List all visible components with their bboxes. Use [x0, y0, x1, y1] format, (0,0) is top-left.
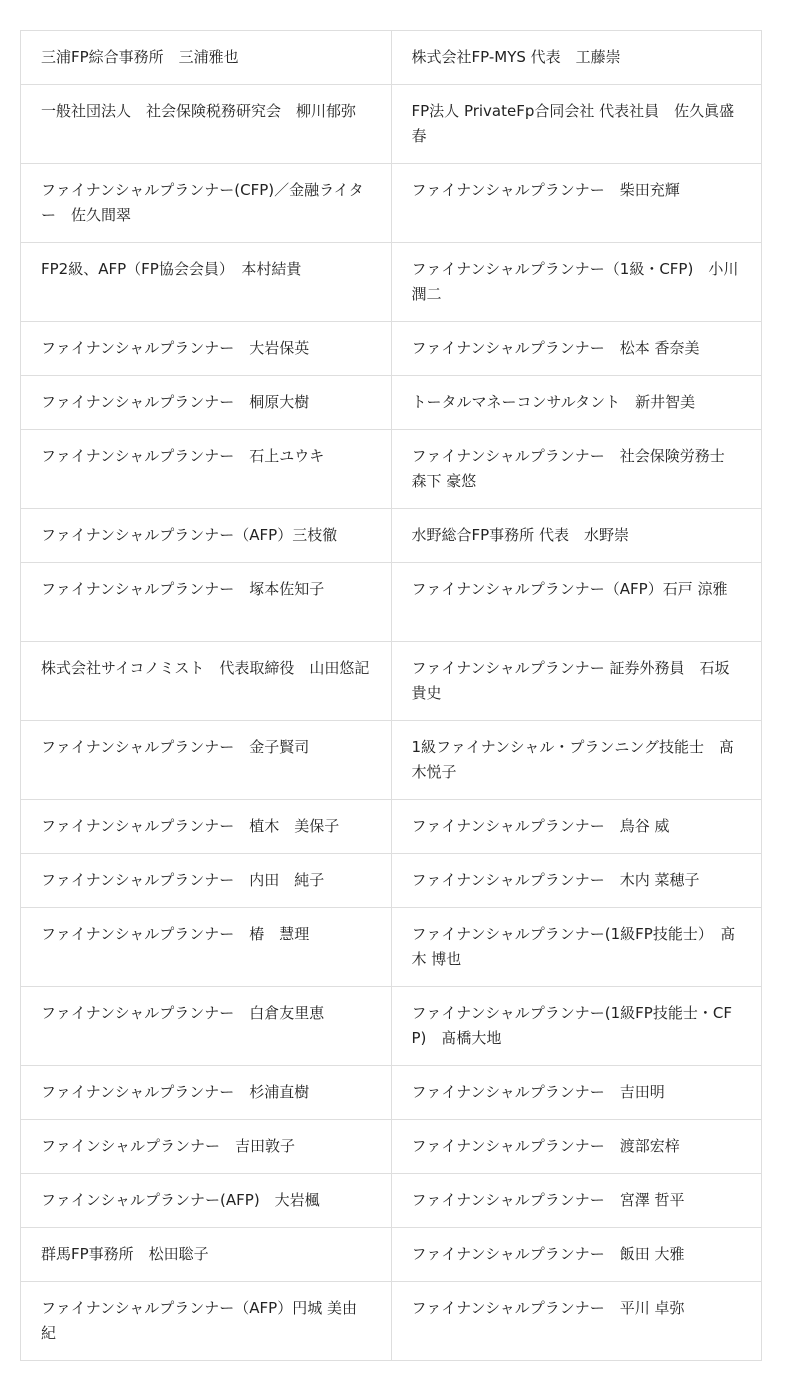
table-cell: FP2級、AFP（FP協会会員） 本村結貴 [21, 243, 392, 322]
table-cell: 1級ファイナンシャル・プランニング技能士 髙木悦子 [391, 721, 762, 800]
table-cell: ファインシャルプランナー(AFP) 大岩楓 [21, 1174, 392, 1228]
table-cell: 水野総合FP事務所 代表 水野崇 [391, 509, 762, 563]
table-row [21, 322, 762, 376]
table-cell: 群馬FP事務所 松田聡子 [21, 1228, 392, 1282]
table-row [21, 1120, 762, 1174]
table-cell: 一般社団法人 社会保険税務研究会 柳川郁弥 [21, 85, 392, 164]
supervisors-table [20, 30, 762, 1361]
table-row [21, 800, 762, 854]
table-cell: ファイナンシャルプランナー 塚本佐知子 [21, 563, 392, 642]
table-cell: ファイナンシャルプランナー 椿 慧理 [21, 908, 392, 987]
table-cell: ファイナンシャルプランナー 杉浦直樹 [21, 1066, 392, 1120]
table-cell: ファイナンシャルプランナー（AFP）円城 美由紀 [21, 1282, 392, 1361]
table-row [21, 854, 762, 908]
table-cell: 三浦FP綜合事務所 三浦雅也 [21, 31, 392, 85]
table-row [21, 1228, 762, 1282]
table-cell: 株式会社FP-MYS 代表 工藤崇 [391, 31, 762, 85]
supervisors-table-container [20, 30, 762, 1361]
table-cell: ファイナンシャルプランナー 宮澤 哲平 [391, 1174, 762, 1228]
table-cell: トータルマネーコンサルタント 新井智美 [391, 376, 762, 430]
table-cell: ファイナンシャルプランナー（1級・CFP) 小川 潤二 [391, 243, 762, 322]
table-row [21, 85, 762, 164]
table-row [21, 908, 762, 987]
table-row [21, 509, 762, 563]
table-cell: ファイナンシャルプランナー 石上ユウキ [21, 430, 392, 509]
table-cell: ファイナンシャルプランナー(1級FP技能士） 髙木 博也 [391, 908, 762, 987]
table-row [21, 430, 762, 509]
table-cell: ファイナンシャルプランナー 桐原大樹 [21, 376, 392, 430]
table-row [21, 987, 762, 1066]
table-cell: ファイナンシャルプランナー(1級FP技能士・CFP) 髙橋大地 [391, 987, 762, 1066]
table-cell: ファイナンシャルプランナー 吉田明 [391, 1066, 762, 1120]
table-cell: ファイナンシャルプランナー 松本 香奈美 [391, 322, 762, 376]
table-cell: ファイナンシャルプランナー 柴田充輝 [391, 164, 762, 243]
table-row [21, 721, 762, 800]
table-cell: ファイナンシャルプランナー 金子賢司 [21, 721, 392, 800]
table-row [21, 1174, 762, 1228]
table-cell: ファイナンシャルプランナー（AFP）石戸 涼雅 [391, 563, 762, 642]
table-cell: ファインシャルプランナー 吉田敦子 [21, 1120, 392, 1174]
table-cell: FP法人 PrivateFp合同会社 代表社員 佐久眞盛春 [391, 85, 762, 164]
table-cell: ファイナンシャルプランナー 証券外務員 石坂 貴史 [391, 642, 762, 721]
table-row [21, 31, 762, 85]
table-row [21, 1282, 762, 1361]
table-cell: ファイナンシャルプランナー 大岩保英 [21, 322, 392, 376]
table-cell: 株式会社サイコノミスト 代表取締役 山田悠記 [21, 642, 392, 721]
table-cell: ファイナンシャルプランナー 木内 菜穂子 [391, 854, 762, 908]
table-cell: ファイナンシャルプランナー 鳥谷 威 [391, 800, 762, 854]
table-row [21, 164, 762, 243]
table-cell: ファイナンシャルプランナー(CFP)／金融ライター 佐久間翠 [21, 164, 392, 243]
table-row [21, 243, 762, 322]
table-cell: ファイナンシャルプランナー（AFP）三枝徹 [21, 509, 392, 563]
table-cell: ファイナンシャルプランナー 白倉友里恵 [21, 987, 392, 1066]
table-cell: ファイナンシャルプランナー 飯田 大雅 [391, 1228, 762, 1282]
table-row [21, 376, 762, 430]
table-cell: ファイナンシャルプランナー 渡部宏梓 [391, 1120, 762, 1174]
table-cell: ファイナンシャルプランナー 社会保険労務士 森下 豪悠 [391, 430, 762, 509]
table-row [21, 1066, 762, 1120]
table-row [21, 563, 762, 642]
table-row [21, 642, 762, 721]
table-cell: ファイナンシャルプランナー 内田 純子 [21, 854, 392, 908]
table-cell: ファイナンシャルプランナー 植木 美保子 [21, 800, 392, 854]
table-cell: ファイナンシャルプランナー 平川 卓弥 [391, 1282, 762, 1361]
